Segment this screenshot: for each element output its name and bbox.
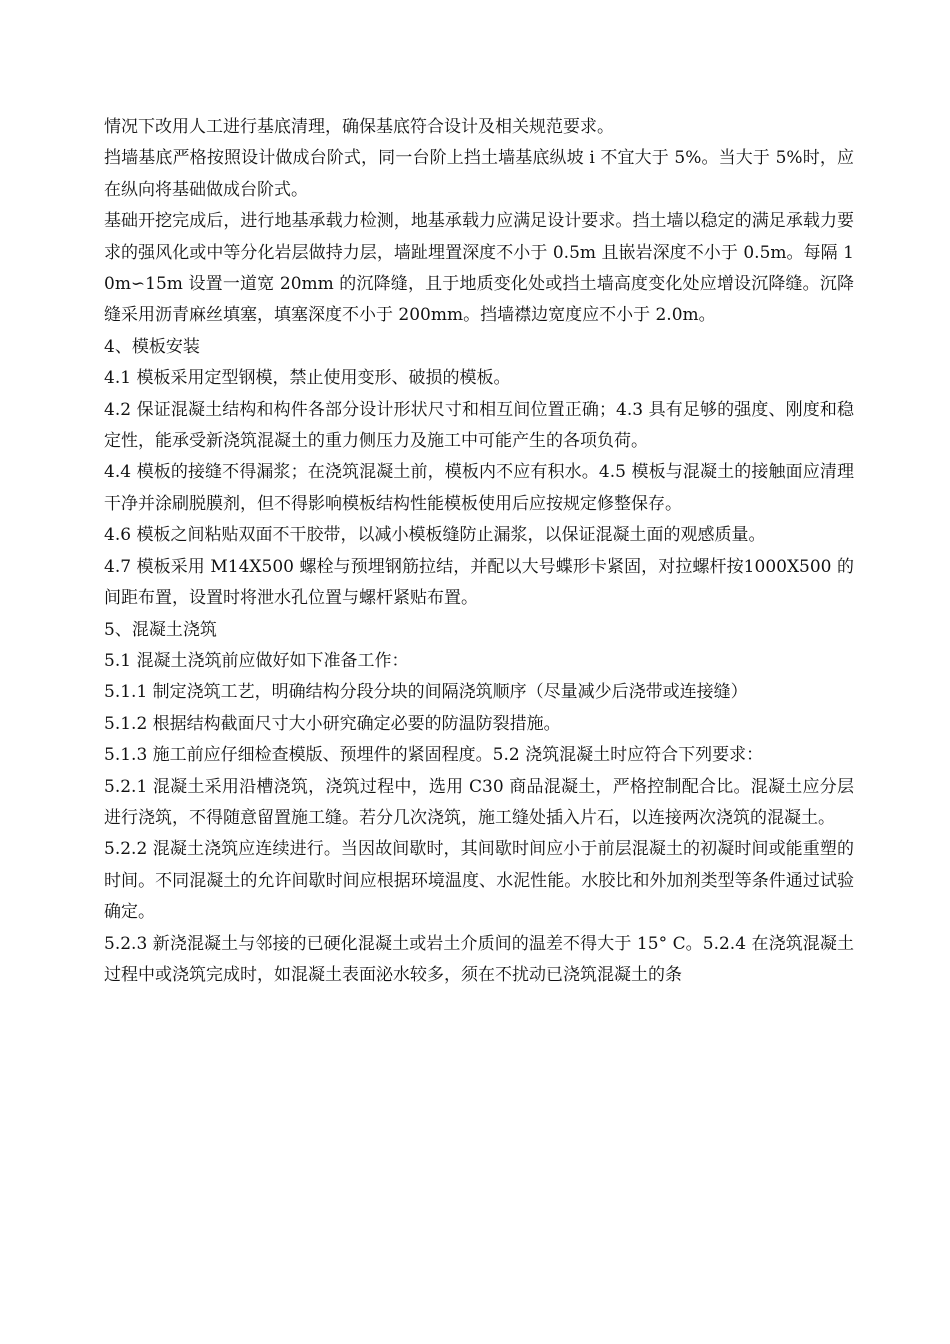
paragraph-4-7: 4.7 模板采用 M14X500 螺栓与预埋钢筋拉结，并配以大号蝶形卡紧固，对拉螺杆按1000X500 的间距布置，设置时将泄水孔位置与螺杆紧贴布置。 xyxy=(104,556,854,609)
document-page xyxy=(104,112,854,991)
paragraph-5-1: 5.1 混凝土浇筑前应做好如下准备工作： xyxy=(104,650,409,671)
section-heading-concrete-pouring: 5、混凝土浇筑 xyxy=(104,619,217,640)
paragraph-4-4: 4.4 模板的接缝不得漏浆；在浇筑混凝土前，模板内不应有积水。4.5 模板与混凝土的接触面应清理干净并涂刷脱膜剂，但不得影响模板结构性能模板使用后应按规定修整保存。 xyxy=(104,462,854,514)
paragraph-5-2-1: 5.2.1 混凝土采用沿槽浇筑，浇筑过程中，选用 C30 商品混凝土，严格控制配合比。混凝土应分层进行浇筑，不得随意留置施工缝。若分几次浇筑，施工缝处插入片石，以连接两次浇筑的混凝土。 xyxy=(104,776,854,828)
section-heading-formwork: 4、模板安装 xyxy=(104,336,200,357)
paragraph-5-1-1: 5.1.1 制定浇筑工艺，明确结构分段分块的间隔浇筑顺序（尽量减少后浇带或连接缝） xyxy=(104,682,748,703)
paragraph-5-1-3: 5.1.3 施工前应仔细检查模版、预埋件的紧固程度。5.2 浇筑混凝土时应符合下列要求： xyxy=(104,745,764,766)
paragraph-4-2: 4.2 保证混凝土结构和构件各部分设计形状尺寸和相互间位置正确；4.3 具有足够的强度、刚度和稳定性，能承受新浇筑混凝土的重力侧压力及施工中可能产生的各项负荷。 xyxy=(104,399,854,452)
paragraph-foundation-cleaning: 情况下改用人工进行基底清理，确保基底符合设计及相关规范要求。 xyxy=(104,117,614,137)
paragraph-retaining-wall-base: 挡墙基底严格按照设计做成台阶式，同一台阶上挡土墙基底纵坡 i 不宜大于 5%。当大于 5%时，应在纵向将基础做成台阶式。 xyxy=(104,148,854,200)
paragraph-5-1-2: 5.1.2 根据结构截面尺寸大小研究确定必要的防温防裂措施。 xyxy=(104,713,561,734)
paragraph-4-6: 4.6 模板之间粘贴双面不干胶带，以减小模板缝防止漏浆，以保证混凝土面的观感质量。 xyxy=(104,525,766,546)
paragraph-foundation-excavation: 基础开挖完成后，进行地基承载力检测，地基承载力应满足设计要求。挡土墙以稳定的满足承载力要求的强风化或中等分化岩层做持力层，墙趾埋置深度不小于 0.5m 且嵌岩深度不小于 0.5m。每隔 10m∽15m 设置一道宽 20mm 的沉降缝，且于地质变化处或挡土墙高度变化处应增设沉降缝。沉降缝采用沥青麻丝填塞，填塞深度不小于 200mm。挡墙襟边宽度应不小于 2.0m。 xyxy=(104,211,854,326)
paragraph-5-2-2: 5.2.2 混凝土浇筑应连续进行。当因故间歇时，其间歇时间应小于前层混凝土的初凝时间或能重塑的时间。不同混凝土的允许间歇时间应根据环境温度、水泥性能。水胶比和外加剂类型等条件通过试验确定。 xyxy=(104,839,854,923)
paragraph-4-1: 4.1 模板采用定型钢模，禁止使用变形、破损的模板。 xyxy=(104,368,511,389)
paragraph-5-2-3: 5.2.3 新浇混凝土与邻接的已硬化混凝土或岩土介质间的温差不得大于 15° C。5.2.4 在浇筑混凝土过程中或浇筑完成时，如混凝土表面泌水较多，须在不扰动已浇筑混凝土的条 xyxy=(104,933,854,985)
